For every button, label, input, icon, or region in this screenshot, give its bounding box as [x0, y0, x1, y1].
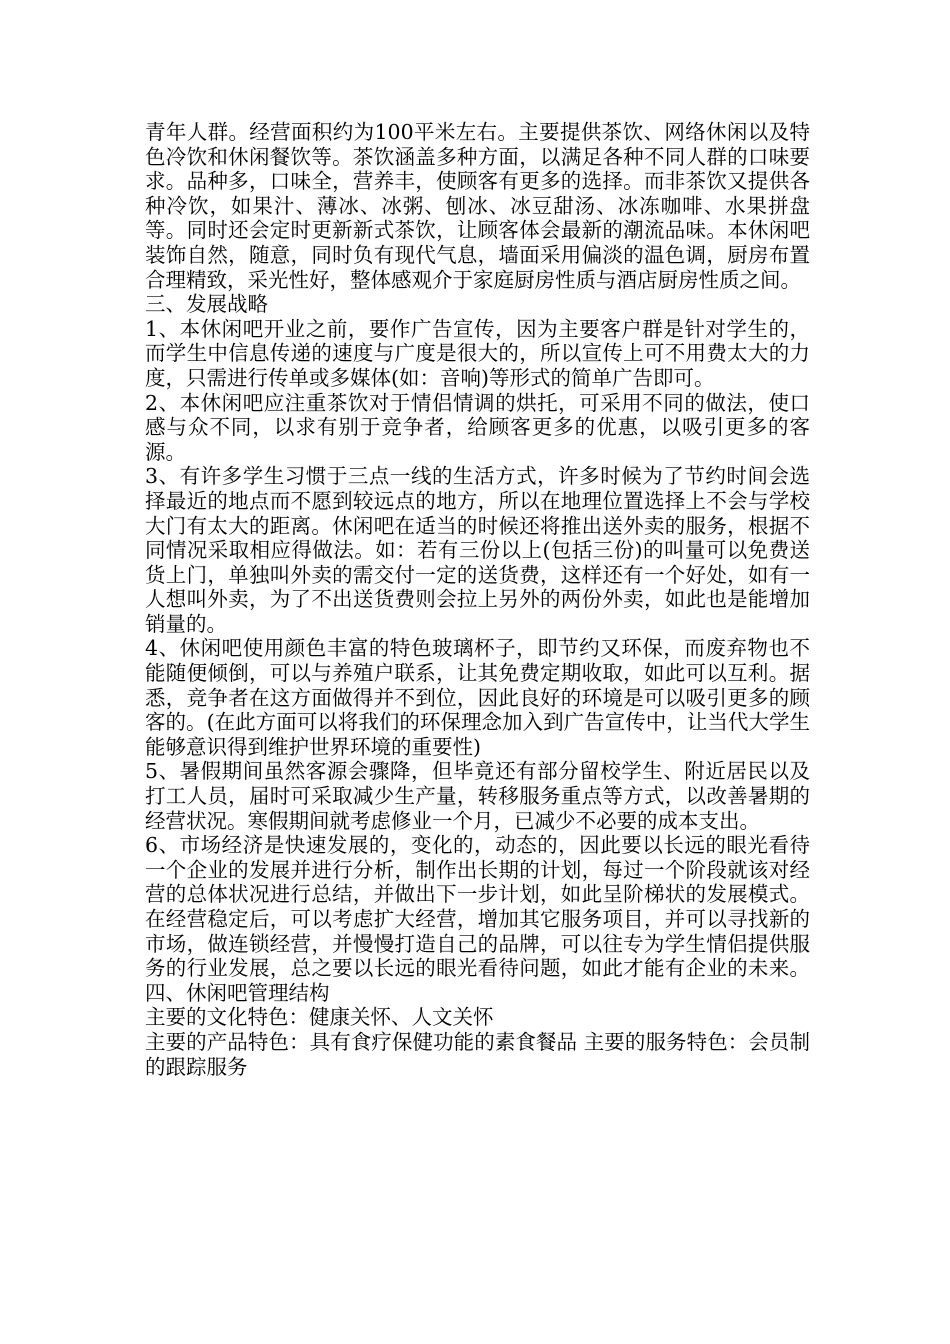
paragraph-strategy-1: 1、本休闲吧开业之前，要作广告宣传，因为主要客户群是针对学生的，而学生中信息传递的速度与广度是很大的，所以宣传上可不用费太大的力度，只需进行传单或多媒体(如：音响)等形式的简单广告即可。 [145, 316, 810, 390]
paragraph-intro: 青年人群。经营面积约为100平米左右。主要提供茶饮、网络休闲以及特色冷饮和休闲餐饮等。茶饮涵盖多种方面，以满足各种不同人群的口味要求。品种多，口味全，营养丰，使顾客有更多的选择。而非茶饮又提供各种冷饮，如果汁、薄冰、冰粥、刨冰、冰豆甜汤、冰冻咖啡、水果拼盘等。同时还会定时更新新式茶饮，让顾客体会最新的潮流品味。本休闲吧装饰自然，随意，同时负有现代气息，墙面采用偏淡的温色调，厨房布置合理精致，采光性好，整体感观介于家庭厨房性质与酒店厨房性质之间。 [145, 120, 810, 292]
paragraph-product-service-features: 主要的产品特色：具有食疗保健功能的素食餐品 主要的服务特色：会员制的跟踪服务 [145, 1029, 810, 1079]
paragraph-strategy-5: 5、暑假期间虽然客源会骤降，但毕竟还有部分留校学生、附近居民以及打工人员，届时可采取减少生产量，转移服务重点等方式，以改善暑期的经营状况。寒假期间就考虑修业一个月，已减少不必要的成本支出。 [145, 759, 810, 833]
section-heading-development-strategy: 三、发展战略 [145, 292, 268, 317]
paragraph-strategy-6: 6、市场经济是快速发展的，变化的，动态的，因此要以长远的眼光看待一个企业的发展并进行分析，制作出长期的计划，每过一个阶段就该对经营的总体状况进行总结，并做出下一步计划，如此呈阶梯状的发展模式。在经营稳定后，可以考虑扩大经营，增加其它服务项目，并可以寻找新的市场，做连锁经营，并慢慢打造自己的品牌，可以往专为学生情侣提供服务的行业发展，总之要以长远的眼光看待问题，如此才能有企业的未来。 四、休闲吧管理结构 [145, 833, 810, 1005]
paragraph-strategy-2: 2、本休闲吧应注重茶饮对于情侣情调的烘托，可采用不同的做法，使口感与众不同，以求有别于竞争者，给顾客更多的优惠，以吸引更多的客源。 [145, 390, 810, 464]
paragraph-strategy-3: 3、有许多学生习惯于三点一线的生活方式，许多时候为了节约时间会选择最近的地点而不愿到较远点的地方，所以在地理位置选择上不会与学校大门有太大的距离。休闲吧在适当的时候还将推出送外卖的服务，根据不同情况采取相应得做法。如：若有三份以上(包括三份)的叫量可以免费送货上门，单独叫外卖的需交付一定的送货费，这样还有一个好处，如有一人想叫外卖，为了不出送货费则会拉上另外的两份外卖，如此也是能增加销量的。 [145, 464, 810, 636]
paragraph-culture-features: 主要的文化特色：健康关怀、人文关怀 [145, 1005, 494, 1030]
document-page [145, 120, 810, 1079]
paragraph-strategy-4: 4、休闲吧使用颜色丰富的特色玻璃杯子，即节约又环保，而废弃物也不能随便倾倒，可以与养殖户联系，让其免费定期收取，如此可以互利。据悉，竞争者在这方面做得并不到位，因此良好的环境是可以吸引更多的顾客的。(在此方面可以将我们的环保理念加入到广告宣传中，让当代大学生能够意识得到维护世界环境的重要性) [145, 636, 810, 759]
